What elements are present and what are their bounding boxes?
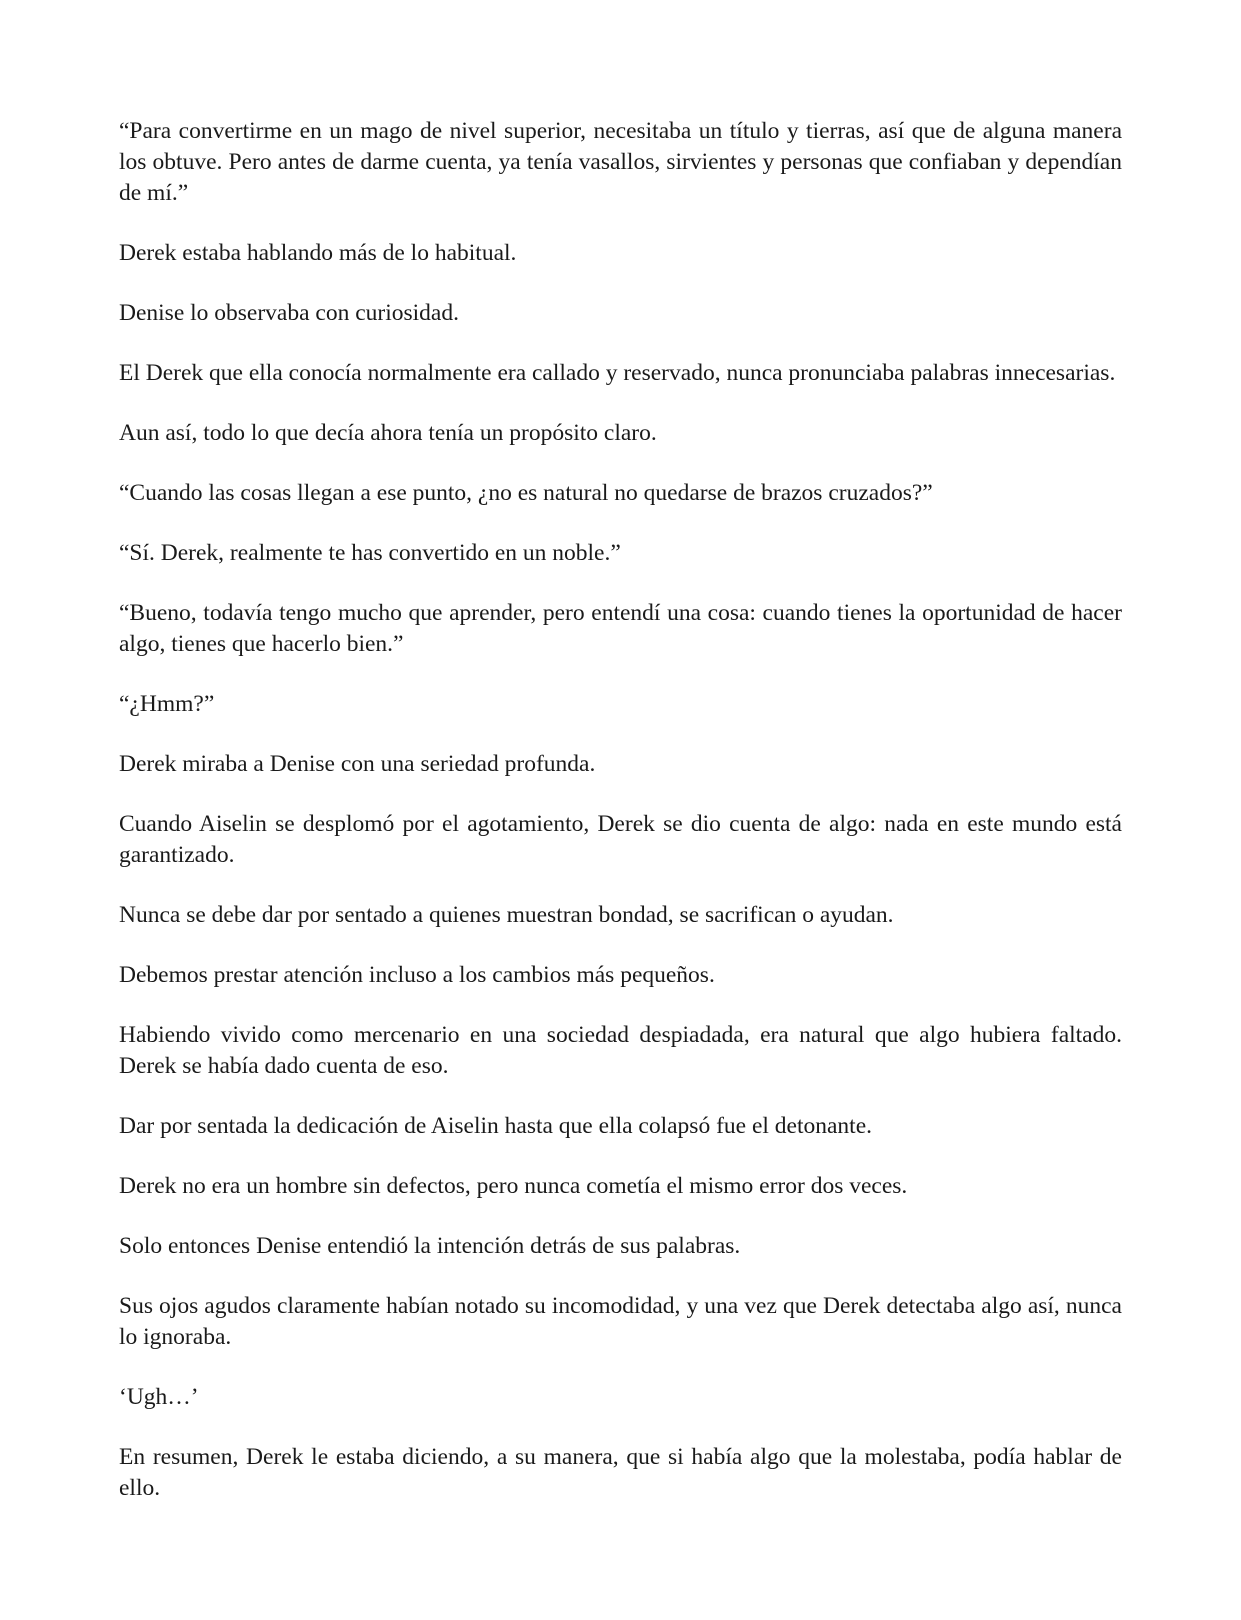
paragraph: Solo entonces Denise entendió la intención detrás de sus palabras.	[119, 1233, 741, 1259]
paragraph: El Derek que ella conocía normalmente era callado y reservado, nunca pronunciaba palabras innecesarias.	[119, 360, 1116, 386]
paragraph: Derek no era un hombre sin defectos, pero nunca cometía el mismo error dos veces.	[119, 1173, 908, 1199]
paragraph: Sus ojos agudos claramente habían notado su incomodidad, y una vez que Derek detectaba algo así, nunca lo ignoraba.	[119, 1293, 1122, 1350]
paragraph: En resumen, Derek le estaba diciendo, a su manera, que si había algo que la molestaba, podía hablar de ello.	[119, 1444, 1122, 1501]
paragraph: Denise lo observaba con curiosidad.	[119, 300, 459, 326]
paragraph: ‘Ugh…’	[119, 1384, 199, 1410]
paragraph: Dar por sentada la dedicación de Aiselin hasta que ella colapsó fue el detonante.	[119, 1113, 873, 1139]
paragraph: Derek estaba hablando más de lo habitual.	[119, 240, 517, 266]
paragraph: “¿Hmm?”	[119, 691, 215, 717]
paragraph: Cuando Aiselin se desplomó por el agotamiento, Derek se dio cuenta de algo: nada en este mundo está garantizado.	[119, 811, 1122, 868]
paragraph: Aun así, todo lo que decía ahora tenía un propósito claro.	[119, 420, 657, 446]
paragraph: “Cuando las cosas llegan a ese punto, ¿no es natural no quedarse de brazos cruzados?”	[119, 480, 933, 506]
paragraph: “Para convertirme en un mago de nivel superior, necesitaba un título y tierras, así que de alguna manera los obtuve. Pero antes de darme cuenta, ya tenía vasallos, sirvientes y personas que confiaban y dependían de mí.”	[119, 118, 1122, 206]
paragraph: Debemos prestar atención incluso a los cambios más pequeños.	[119, 962, 715, 988]
paragraph: Nunca se debe dar por sentado a quienes muestran bondad, se sacrifican o ayudan.	[119, 902, 894, 928]
paragraph: Derek miraba a Denise con una seriedad profunda.	[119, 751, 596, 777]
paragraph: “Bueno, todavía tengo mucho que aprender, pero entendí una cosa: cuando tienes la oportunidad de hacer algo, tienes que hacerlo bien.”	[119, 600, 1122, 657]
paragraph: “Sí. Derek, realmente te has convertido en un noble.”	[119, 540, 621, 566]
paragraph: Habiendo vivido como mercenario en una sociedad despiadada, era natural que algo hubiera faltado. Derek se había dado cuenta de eso.	[119, 1022, 1122, 1079]
